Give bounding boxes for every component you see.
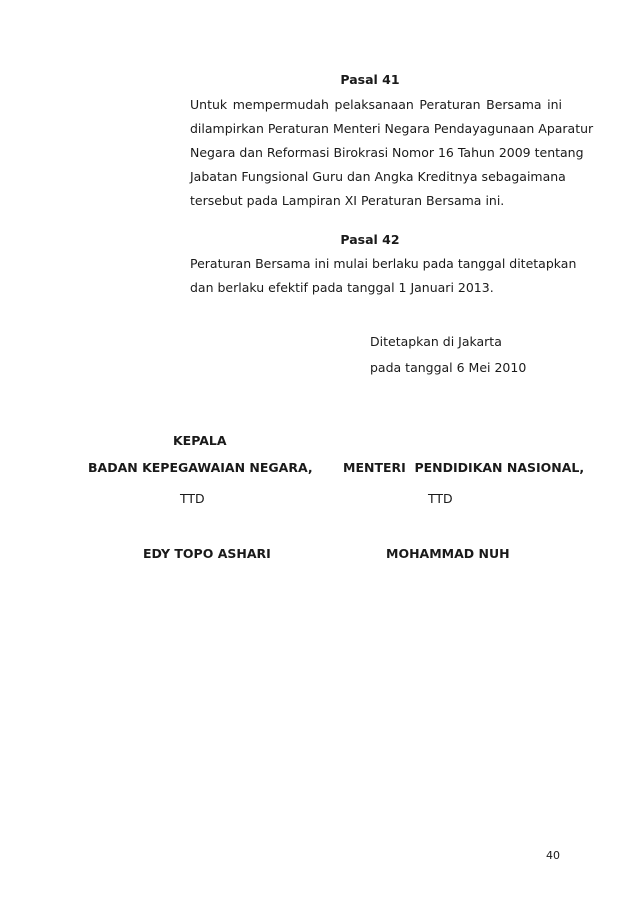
- page-number: 40: [546, 849, 560, 862]
- left-signature: TTD: [180, 491, 205, 506]
- right-signatory-name: MOHAMMAD NUH: [386, 546, 510, 561]
- pasal-41-line: tersebut pada Lampiran XI Peraturan Bersama ini.: [190, 193, 505, 208]
- pasal-41-line: Untuk mempermudah pelaksanaan Peraturan Bersama ini: [190, 97, 562, 112]
- enactment-place: Ditetapkan di Jakarta: [370, 334, 502, 349]
- right-signatory-title: MENTERI PENDIDIKAN NASIONAL,: [343, 460, 585, 475]
- left-signatory-title-line2: BADAN KEPEGAWAIAN NEGARA,: [88, 460, 313, 475]
- pasal-42-line: dan berlaku efektif pada tanggal 1 Januari 2013.: [190, 280, 494, 295]
- enactment-date: pada tanggal 6 Mei 2010: [370, 360, 527, 375]
- pasal-42-line: Peraturan Bersama ini mulai berlaku pada tanggal ditetapkan: [190, 256, 577, 271]
- left-signatory-name: EDY TOPO ASHARI: [143, 546, 271, 561]
- right-signature: TTD: [428, 491, 453, 506]
- pasal-42-heading: Pasal 42: [340, 232, 400, 247]
- pasal-41-line: Jabatan Fungsional Guru dan Angka Kreditnya sebagaimana: [190, 169, 566, 184]
- pasal-41-line: Negara dan Reformasi Birokrasi Nomor 16 Tahun 2009 tentang: [190, 145, 584, 160]
- pasal-41-paragraph: [190, 93, 594, 213]
- pasal-42-paragraph: [190, 252, 577, 300]
- left-signatory-title-line1: KEPALA: [173, 433, 227, 448]
- pasal-41-heading: Pasal 41: [340, 72, 400, 87]
- pasal-41-line: dilampirkan Peraturan Menteri Negara Pendayagunaan Aparatur: [190, 121, 594, 136]
